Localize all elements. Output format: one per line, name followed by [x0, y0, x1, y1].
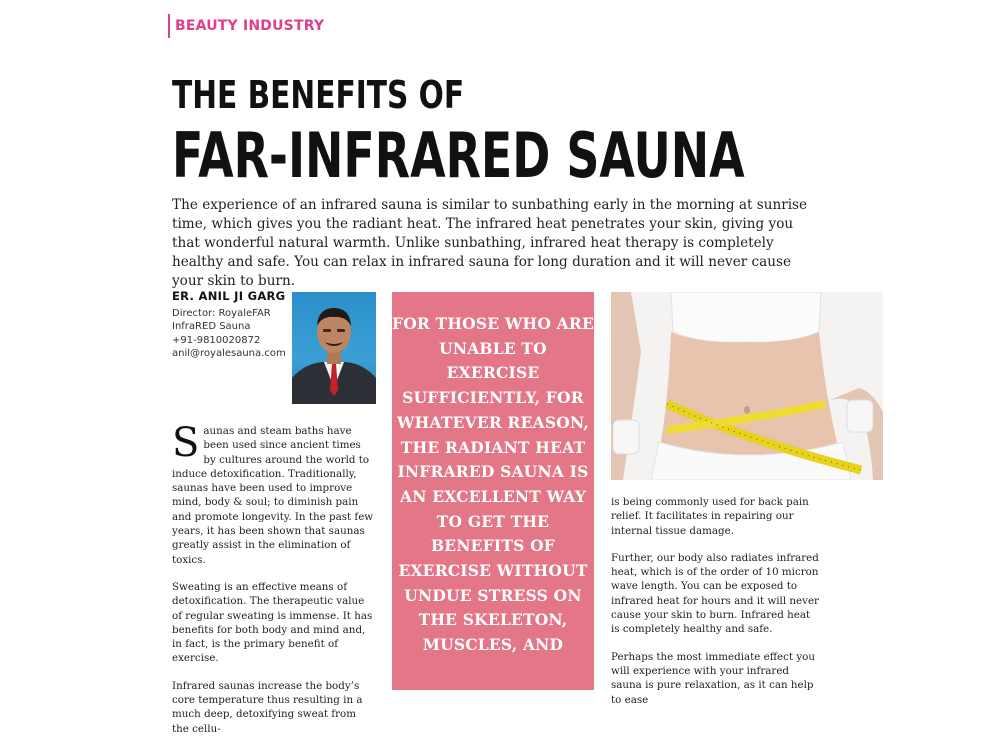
- column3-paragraph-2: Further, our body also radiates infrared heat, which is of the order of 10 micron wave length. You can be exposed to infrared heat for hours and it will never cause your skin to burn. Infrared heat is completely healthy and safe.: [611, 551, 819, 636]
- author-phone: +91-9810020872: [172, 334, 261, 346]
- column1-paragraph-3: Infrared saunas increase the body’s core temperature thus resulting in a much deep, detoxifying sweat from the cellu-: [172, 679, 363, 735]
- column1-paragraph-1-text: aunas and steam baths have been used since ancient times by cultures around the world to induce detoxification. Traditionally, saunas have been used to improve mind, body & soul; to diminish pain and promote longevity. In the past few years, it has been shown that saunas greatly assist in the elimination of toxics.: [172, 425, 374, 566]
- column3-paragraph-3: Perhaps the most immediate effect you will experience with your infrared sauna is pure relaxation, as it can help to ease: [611, 650, 815, 706]
- author-photo: [292, 292, 376, 404]
- author-email: anil@royalesauna.com: [172, 348, 286, 359]
- column1-paragraph-2: Sweating is an effective means of detoxification. The therapeutic value of regular sweating is immense. It has benefits for both body and mind and, in fact, is the primary benefit of exercise.: [172, 580, 373, 665]
- waist-measure-photo: [611, 292, 883, 480]
- title-line-2: FAR-INFRARED SAUNA: [172, 119, 745, 192]
- author-company: InfraRED Sauna: [172, 321, 251, 332]
- body-column-1: [172, 420, 375, 749]
- column1-paragraph-1: [172, 420, 375, 567]
- column3-paragraph-1: is being commonly used for back pain relief. It facilitates in repairing our internal tissue damage.: [611, 496, 809, 537]
- waist-tape-illustration: [611, 292, 883, 480]
- pull-quote-text: FOR THOSE WHO ARE UNABLE TO EXERCISE SUFFICIENTLY, FOR WHATEVER REASON, THE RADIANT HEAT INFRARED SAUNA IS AN EXCELLENT WAY TO GET THE BENEFITS OF EXERCISE WITHOUT UNDUE STRESS ON THE SKELETON, MUSCLES, AND: [392, 314, 594, 655]
- drop-cap: S: [172, 420, 200, 466]
- body-column-3: [611, 495, 821, 720]
- title-line-1: THE BENEFITS OF: [172, 73, 465, 117]
- author-block: [172, 290, 292, 361]
- author-portrait-illustration: [292, 292, 376, 404]
- section-category: BEAUTY INDUSTRY: [168, 14, 324, 38]
- author-role: Director: RoyaleFAR: [172, 307, 271, 319]
- author-name: ER. ANIL JI GARG: [172, 289, 286, 303]
- pull-quote-box: [392, 292, 594, 690]
- intro-paragraph: The experience of an infrared sauna is similar to sunbathing early in the morning at sunrise time, which gives you the radiant heat. The infrared heat penetrates your skin, giving you that wonderful natural warmth. Unlike sunbathing, infrared heat therapy is completely healthy and safe. You can relax in infrared sauna for long duration and it will never cause your skin to burn.: [172, 197, 808, 289]
